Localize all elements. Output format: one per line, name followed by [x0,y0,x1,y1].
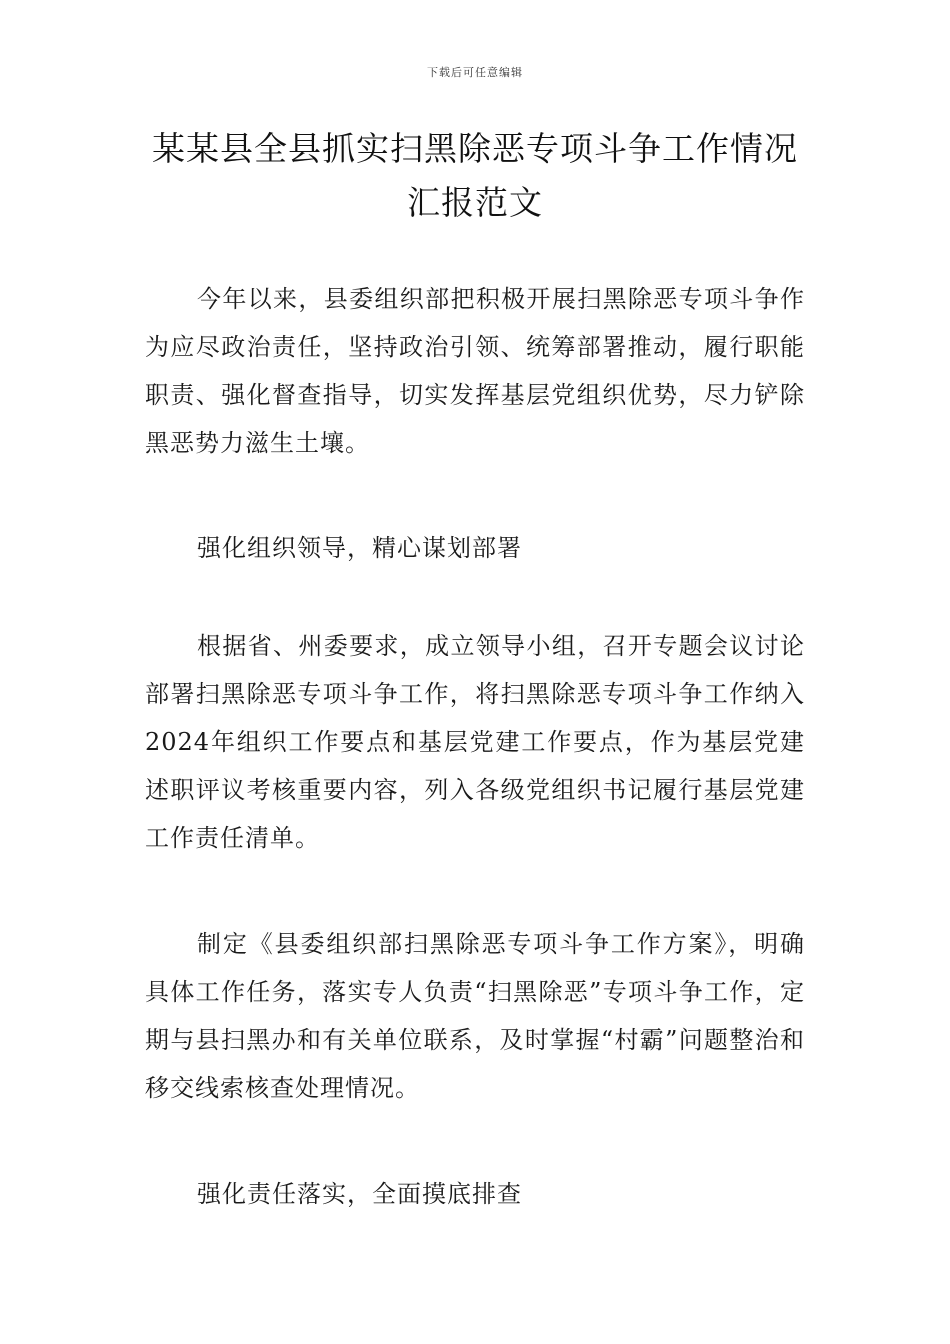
paragraph-plan: 制定《县委组织部扫黑除恶专项斗争工作方案》，明确具体工作任务，落实专人负责“扫黑除恶”专项斗争工作，定期与县扫黑办和有关单位联系，及时掌握“村霸”问题整治和移交线索核查处理情况。 [145,930,805,1102]
paragraph-intro: 今年以来，县委组织部把积极开展扫黑除恶专项斗争作为应尽政治责任，坚持政治引领、统筹部署推动，履行职能职责、强化督查指导，切实发挥基层党组织优势，尽力铲除黑恶势力滋生土壤。 [145,285,805,457]
header-note: 下载后可任意编辑 [427,66,523,79]
document-title: 某某县全县抓实扫黑除恶专项斗争工作情况汇报范文 [152,129,798,222]
section-heading-2: 强化责任落实，全面摸底排查 [197,1180,522,1208]
section-heading-1: 强化组织领导，精心谋划部署 [197,534,522,562]
paragraph-leadership: 根据省、州委要求，成立领导小组，召开专题会议讨论部署扫黑除恶专项斗争工作，将扫黑除恶专项斗争工作纳入2024年组织工作要点和基层党建工作要点，作为基层党建述职评议考核重要内容，列入各级党组织书记履行基层党建工作责任清单。 [145,632,805,852]
